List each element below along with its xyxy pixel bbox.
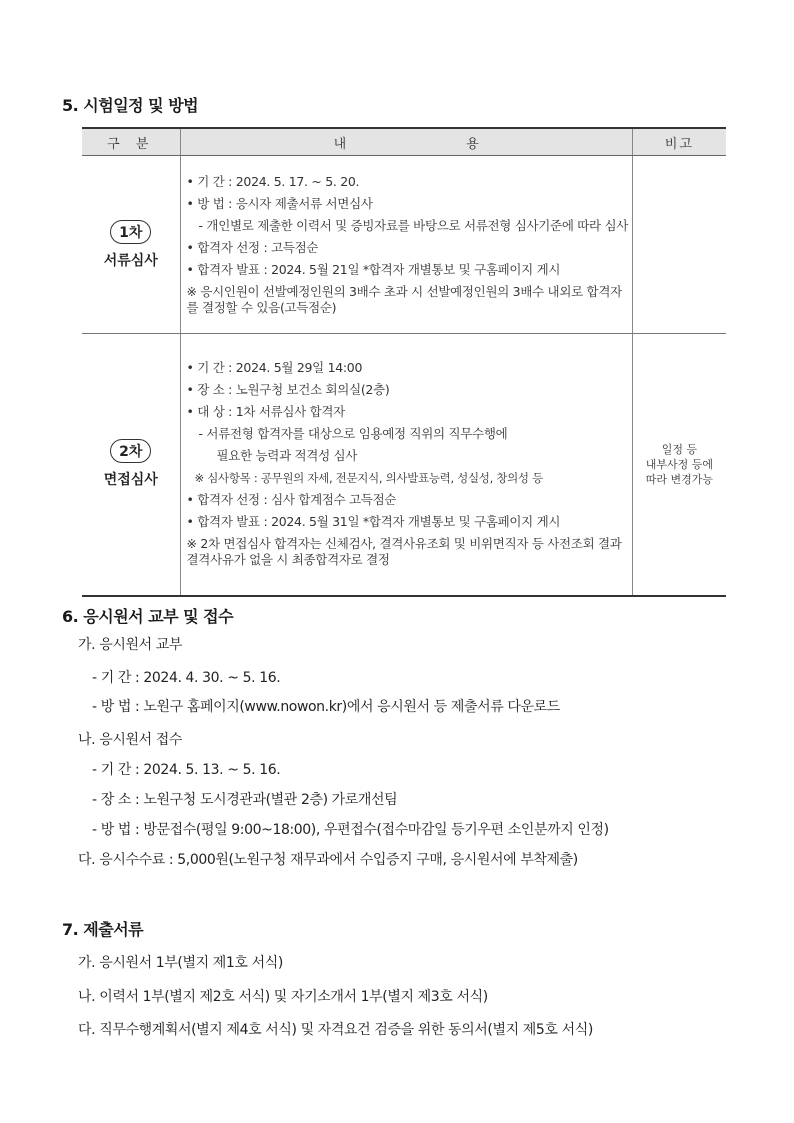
stage1-announcement: • 합격자 발표 : 2024. 5월 21일 *합격자 개별통보 및 구홈페이지 게시: [186, 261, 561, 277]
s6-item-a-period: - 기 간 : 2024. 4. 30. ~ 5. 16.: [92, 670, 281, 686]
header-content-part2: 용: [466, 136, 479, 152]
stage1-name: 서류심사: [103, 252, 158, 269]
header-remark: 비고: [632, 128, 726, 156]
header-content-part1: 내: [333, 136, 347, 152]
stage1-cell: [82, 156, 180, 334]
stage1-period: • 기 간 : 2024. 5. 17. ~ 5. 20.: [186, 173, 360, 189]
stage2-cell: [82, 334, 180, 596]
s6-item-a: 가. 응시원서 교부: [78, 637, 183, 653]
stage2-note: ※ 2차 면접심사 합격자는 신체검사, 결격사유조회 및 비위면직자 등 사전조회 결과 결격사유가 없을 시 최종합격자로 결정: [186, 536, 622, 568]
stage2-location: • 장 소 : 노원구청 보건소 회의실(2층): [186, 382, 390, 398]
s7-item-b: 나. 이력서 1부(별지 제2호 서식) 및 자기소개서 1부(별지 제3호 서식): [78, 989, 488, 1005]
stage2-target: • 대 상 : 1차 서류심사 합격자: [186, 404, 345, 420]
s6-item-b: 나. 응시원서 접수: [78, 732, 183, 748]
stage1-note: ※ 응시인원이 선발예정인원의 3배수 초과 시 선발예정인원의 3배수 내외로 합격자를 결정할 수 있음(고득점순): [186, 283, 622, 315]
remark-line3: 따라 변경가능: [645, 472, 714, 486]
stage2-target-detail-cont: 필요한 능력과 적격성 심사: [216, 448, 358, 464]
stage2-announcement: • 합격자 발표 : 2024. 5월 31일 *합격자 개별통보 및 구홈페이지 게시: [186, 514, 561, 530]
stage2-content: [180, 334, 632, 596]
s6-item-b-method: - 방 법 : 방문접수(평일 9:00~18:00), 우편접수(접수마감일 등기우편 소인분까지 인정): [92, 822, 609, 838]
table-header-row: [82, 128, 726, 156]
s6-item-c-fee: 다. 응시수수료 : 5,000원(노원구청 재무과에서 수입증지 구매, 응시원서에 부착제출): [78, 852, 578, 868]
stage2-remark: [632, 334, 726, 596]
section-5-title: 5. 시험일정 및 방법: [62, 96, 199, 115]
s6-item-a-method: - 방 법 : 노원구 홈페이지(www.nowon.kr)에서 응시원서 등 제출서류 다운로드: [92, 699, 560, 715]
header-category: 구 분: [82, 128, 180, 156]
table-row-stage2: [82, 334, 726, 596]
section-6-title: 6. 응시원서 교부 및 접수: [62, 607, 234, 626]
s6-item-b-period: - 기 간 : 2024. 5. 13. ~ 5. 16.: [92, 762, 281, 778]
s7-item-a: 가. 응시원서 1부(별지 제1호 서식): [78, 955, 283, 971]
stage1-method: • 방 법 : 응시자 제출서류 서면심사: [186, 195, 373, 211]
s6-item-b-location: - 장 소 : 노원구청 도시경관과(별관 2층) 가로개선팀: [92, 792, 398, 808]
stage1-content: [180, 156, 632, 334]
stage1-badge: 1차: [110, 220, 151, 244]
remark-line2: 내부사정 등에: [645, 457, 714, 471]
stage1-method-detail: - 개인별로 제출한 이력서 및 증빙자료를 바탕으로 서류전형 심사기준에 따라 심사: [198, 217, 629, 233]
stage2-selection: • 합격자 선정 : 심사 합계점수 고득점순: [186, 492, 397, 508]
stage1-remark: [632, 156, 726, 334]
header-content: [180, 128, 632, 156]
section-7-title: 7. 제출서류: [62, 920, 144, 939]
stage2-badge: 2차: [110, 439, 151, 463]
stage2-criteria: ※ 심사항목 : 공무원의 자세, 전문지식, 의사발표능력, 성실성, 창의성 등: [194, 471, 543, 486]
exam-schedule-table: [82, 127, 726, 597]
stage2-target-detail: - 서류전형 합격자를 대상으로 임용예정 직위의 직무수행에: [198, 426, 508, 442]
s7-item-c: 다. 직무수행계획서(별지 제4호 서식) 및 자격요건 검증을 위한 동의서(별지 제5호 서식): [78, 1022, 593, 1038]
table-row-stage1: [82, 156, 726, 334]
stage2-name: 면접심사: [103, 472, 158, 489]
stage1-selection: • 합격자 선정 : 고득점순: [186, 239, 319, 255]
stage2-period: • 기 간 : 2024. 5월 29일 14:00: [186, 360, 363, 376]
remark-line1: 일정 등: [661, 442, 698, 456]
